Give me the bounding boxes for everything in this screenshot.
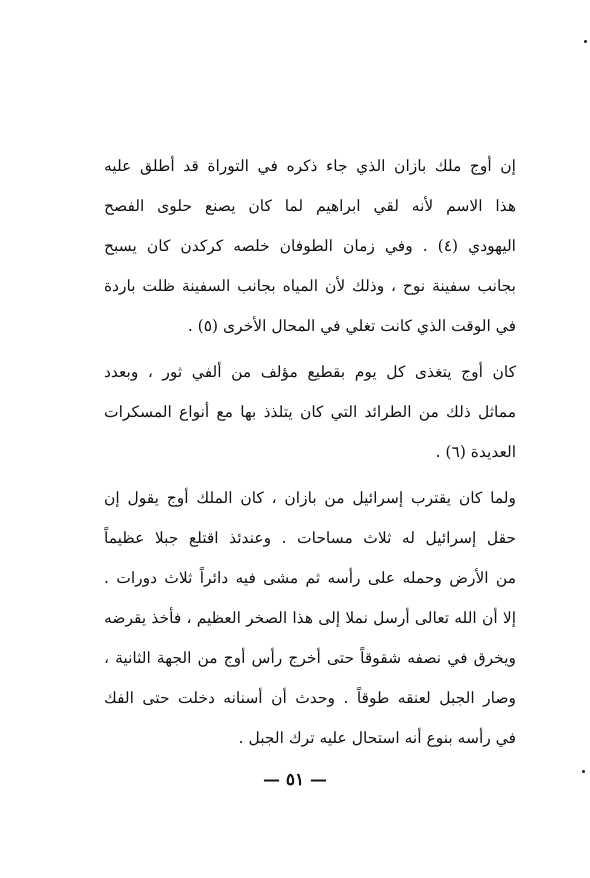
text-line: اليهودي (٤) . وفي زمان الطوفان خلصه كركدن كان يسبح	[104, 237, 516, 255]
text-line: مماثل ذلك من الطرائد التي كان يتلذذ بها مع أنواع المسكرات	[104, 403, 516, 421]
text-line: في الوقت الذي كانت تغلي في المحال الأخرى (٥) .	[187, 317, 516, 335]
text-line: كان أوج يتغذى كل يوم بقطيع مؤلف من ألفي ثور ، وبعدد	[104, 363, 516, 381]
text-line: من الأرض وحمله على رأسه ثم مشى فيه دائراً ثلاث دورات .	[104, 569, 516, 587]
text-line: في رأسه بنوع أنه استحال عليه ترك الجبل .	[238, 729, 516, 747]
paragraph-1	[104, 146, 516, 346]
scan-speck	[582, 770, 585, 773]
text-line: ويخرق في نصفه شقوقاً حتى أخرج رأس أوج من الجهة الثانية ،	[104, 649, 516, 667]
text-line: حقل إسرائيل له ثلاث مساحات . وعندئذ اقتلع جبلا عظيماً	[104, 529, 516, 547]
text-line: وصار الجبل لعنقه طوقاً . وحدث أن أسنانه دخلت حتى الفك	[104, 689, 516, 707]
text-line: بجانب سفينة نوح ، وذلك لأن المياه بجانب السفينة ظلت باردة	[104, 277, 516, 295]
text-line: العديدة (٦) .	[435, 443, 516, 461]
text-line: هذا الاسم لأنه لقي ابراهيم لما كان يصنع حلوى الفصح	[104, 197, 516, 215]
text-line: ولما كان يقترب إسرائيل من بازان ، كان الملك أوج يقول إن	[104, 489, 516, 507]
paragraph-3	[104, 478, 516, 758]
page-number: — ٥١ —	[262, 770, 328, 790]
scan-speck	[584, 40, 587, 43]
text-line: إلا أن الله تعالى أرسل نملا إلى هذا الصخر العظيم ، فأخذ يقرضه	[104, 609, 516, 627]
text-line: إن أوج ملك بازان الذي جاء ذكره في التوراة قد أطلق عليه	[104, 157, 516, 175]
paragraph-2	[104, 352, 516, 472]
